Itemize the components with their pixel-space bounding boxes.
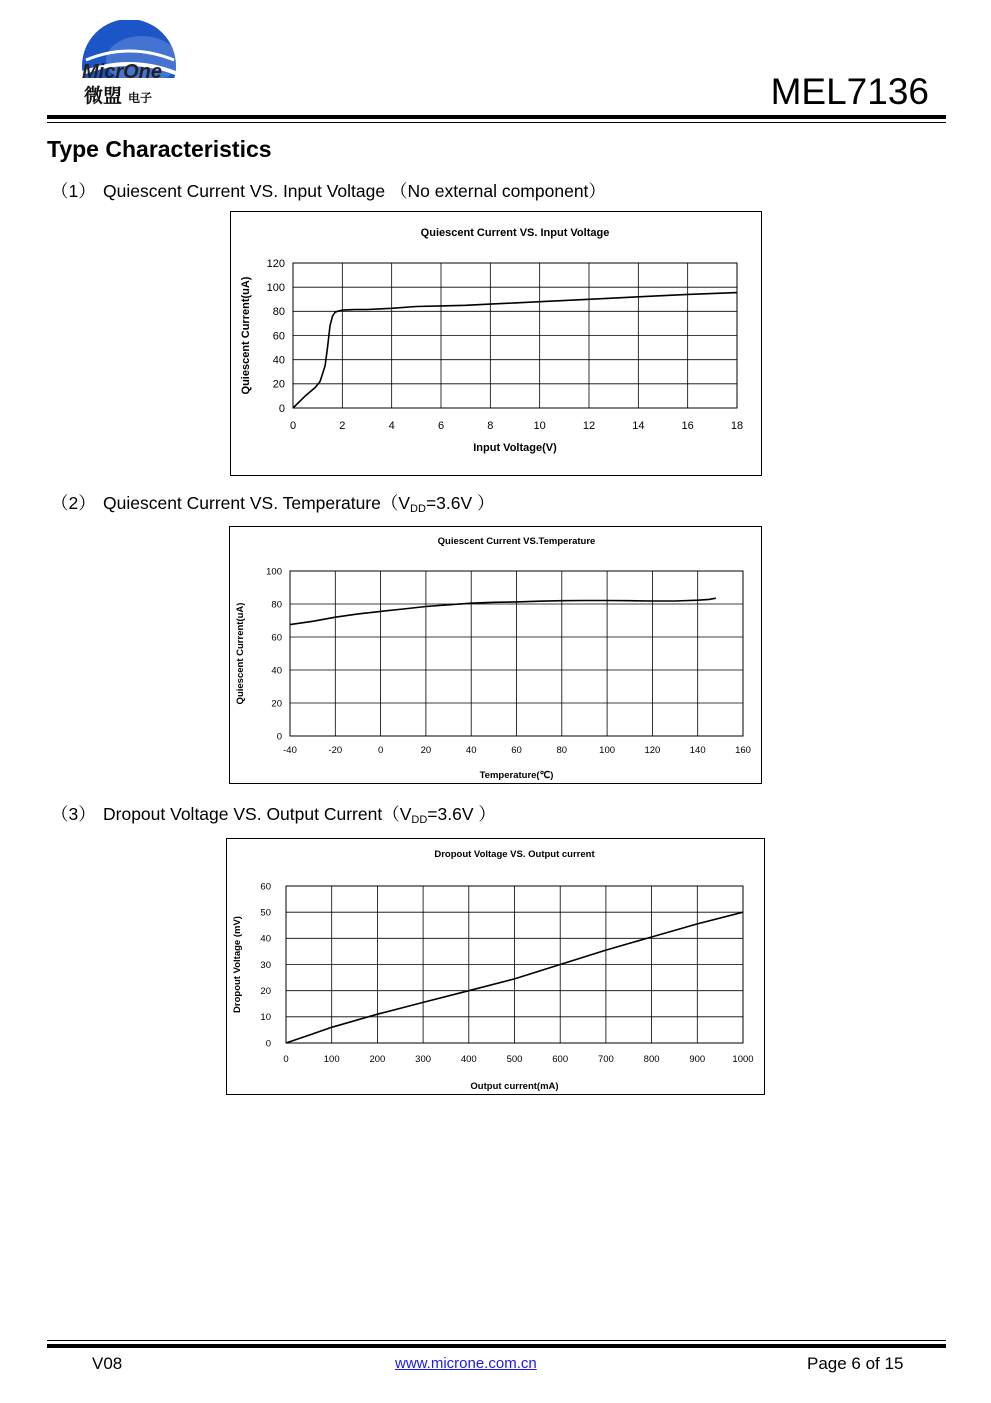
section-title: Type Characteristics bbox=[47, 136, 272, 162]
x-tick-label: 700 bbox=[597, 1054, 614, 1065]
caption-2-number: （2） bbox=[51, 493, 96, 513]
caption-2-text: Quiescent Current VS. Temperature（V bbox=[103, 493, 411, 513]
caption-1-number: （1） bbox=[51, 181, 96, 201]
y-tick-label: 100 bbox=[266, 282, 285, 295]
y-tick-label: 40 bbox=[272, 354, 285, 367]
x-tick-label: 20 bbox=[420, 745, 432, 756]
y-tick-label: 40 bbox=[271, 665, 282, 677]
y-axis-label: Quiescent Current(uA) bbox=[240, 276, 252, 395]
chart-dropout-vs-output-current bbox=[226, 838, 765, 1095]
x-tick-label: 500 bbox=[506, 1054, 523, 1065]
x-tick-label: 900 bbox=[689, 1054, 706, 1065]
x-axis-label: Temperature(℃) bbox=[479, 770, 554, 781]
header-rule-thin bbox=[47, 122, 946, 123]
caption-3-subscript: DD bbox=[411, 814, 428, 826]
y-tick-label: 20 bbox=[260, 985, 271, 997]
x-tick-label: 600 bbox=[552, 1054, 569, 1065]
caption-2-text-end: =3.6V ） bbox=[425, 493, 495, 513]
header-rule-thick bbox=[47, 115, 946, 119]
chart-quiescent-vs-temperature bbox=[229, 526, 762, 784]
series-line bbox=[290, 598, 716, 624]
logo-cn: 微盟 bbox=[84, 85, 123, 107]
chart-quiescent-vs-input-voltage bbox=[230, 211, 762, 476]
y-tick-label: 20 bbox=[271, 698, 282, 710]
x-axis-label: Input Voltage(V) bbox=[473, 442, 557, 454]
footer-website-link[interactable]: www.microne.com.cn bbox=[395, 1355, 537, 1372]
x-tick-label: 4 bbox=[388, 420, 395, 432]
x-tick-label: 400 bbox=[460, 1054, 477, 1065]
microne-logo bbox=[78, 20, 188, 112]
caption-1-text: Quiescent Current VS. Input Voltage （No external component） bbox=[103, 181, 606, 201]
chart-title: Dropout Voltage VS. Output current bbox=[434, 849, 595, 860]
y-tick-label: 10 bbox=[260, 1012, 271, 1024]
footer-rule-thin bbox=[47, 1340, 946, 1341]
footer-page-number: Page 6 of 15 bbox=[807, 1354, 904, 1373]
y-tick-label: 20 bbox=[272, 378, 285, 391]
x-tick-label: 100 bbox=[599, 745, 616, 756]
caption-2 bbox=[51, 490, 495, 515]
x-tick-label: 2 bbox=[339, 420, 346, 432]
x-tick-label: 14 bbox=[632, 420, 645, 432]
chart-3-svg bbox=[227, 839, 764, 1094]
y-axis-label: Dropout Voltage (mV) bbox=[232, 916, 243, 1013]
chart-1-svg bbox=[231, 212, 761, 475]
y-tick-label: 100 bbox=[266, 566, 282, 578]
y-tick-label: 0 bbox=[278, 402, 285, 415]
y-tick-label: 50 bbox=[260, 907, 271, 919]
caption-2-subscript: DD bbox=[410, 503, 426, 515]
caption-3-number: （3） bbox=[51, 804, 96, 824]
caption-3-text: Dropout Voltage VS. Output Current（V bbox=[103, 804, 412, 824]
y-tick-label: 60 bbox=[272, 330, 285, 343]
y-tick-label: 120 bbox=[266, 257, 285, 270]
logo-latin: MicrOne bbox=[82, 61, 163, 83]
x-tick-label: -40 bbox=[283, 745, 297, 756]
y-axis-label: Quiescent Current(uA) bbox=[235, 602, 246, 705]
caption-3-text-end: =3.6V ） bbox=[427, 804, 496, 824]
x-tick-label: 10 bbox=[533, 420, 546, 432]
x-tick-label: 300 bbox=[415, 1054, 432, 1065]
x-tick-label: 6 bbox=[437, 420, 445, 432]
caption-3 bbox=[51, 801, 496, 826]
x-tick-label: 12 bbox=[582, 420, 596, 432]
y-tick-label: 60 bbox=[271, 632, 282, 644]
y-tick-label: 0 bbox=[265, 1038, 271, 1050]
x-tick-label: 80 bbox=[556, 745, 568, 756]
y-tick-label: 60 bbox=[260, 881, 271, 893]
x-tick-label: 200 bbox=[369, 1054, 386, 1065]
x-tick-label: 40 bbox=[465, 745, 477, 756]
x-tick-label: 800 bbox=[643, 1054, 660, 1065]
x-tick-label: -20 bbox=[328, 745, 343, 756]
x-tick-label: 16 bbox=[681, 420, 694, 432]
x-tick-label: 8 bbox=[487, 420, 494, 432]
x-tick-label: 160 bbox=[735, 745, 751, 756]
footer-version: V08 bbox=[92, 1354, 123, 1373]
x-tick-label: 60 bbox=[511, 745, 522, 756]
x-tick-label: 140 bbox=[689, 745, 706, 756]
logo-cn-small: 电子 bbox=[128, 91, 153, 105]
caption-1 bbox=[51, 178, 606, 203]
y-tick-label: 0 bbox=[276, 731, 282, 743]
y-tick-label: 40 bbox=[260, 933, 271, 945]
x-axis-label: Output current(mA) bbox=[470, 1081, 559, 1092]
series-line bbox=[293, 293, 737, 408]
y-tick-label: 30 bbox=[260, 959, 271, 971]
x-tick-label: 100 bbox=[323, 1054, 340, 1065]
x-tick-label: 0 bbox=[283, 1054, 289, 1065]
y-tick-label: 80 bbox=[271, 599, 282, 611]
part-number: MEL7136 bbox=[770, 71, 929, 112]
x-tick-label: 0 bbox=[377, 745, 384, 756]
x-tick-label: 120 bbox=[644, 745, 661, 756]
x-tick-label: 1000 bbox=[732, 1054, 754, 1065]
y-tick-label: 80 bbox=[272, 306, 285, 319]
x-tick-label: 0 bbox=[289, 420, 297, 432]
chart-title: Quiescent Current VS. Input Voltage bbox=[420, 227, 610, 239]
chart-2-svg bbox=[230, 527, 761, 783]
chart-title: Quiescent Current VS.Temperature bbox=[437, 536, 596, 547]
footer-rule-thick bbox=[47, 1344, 946, 1348]
x-tick-label: 18 bbox=[730, 420, 744, 432]
